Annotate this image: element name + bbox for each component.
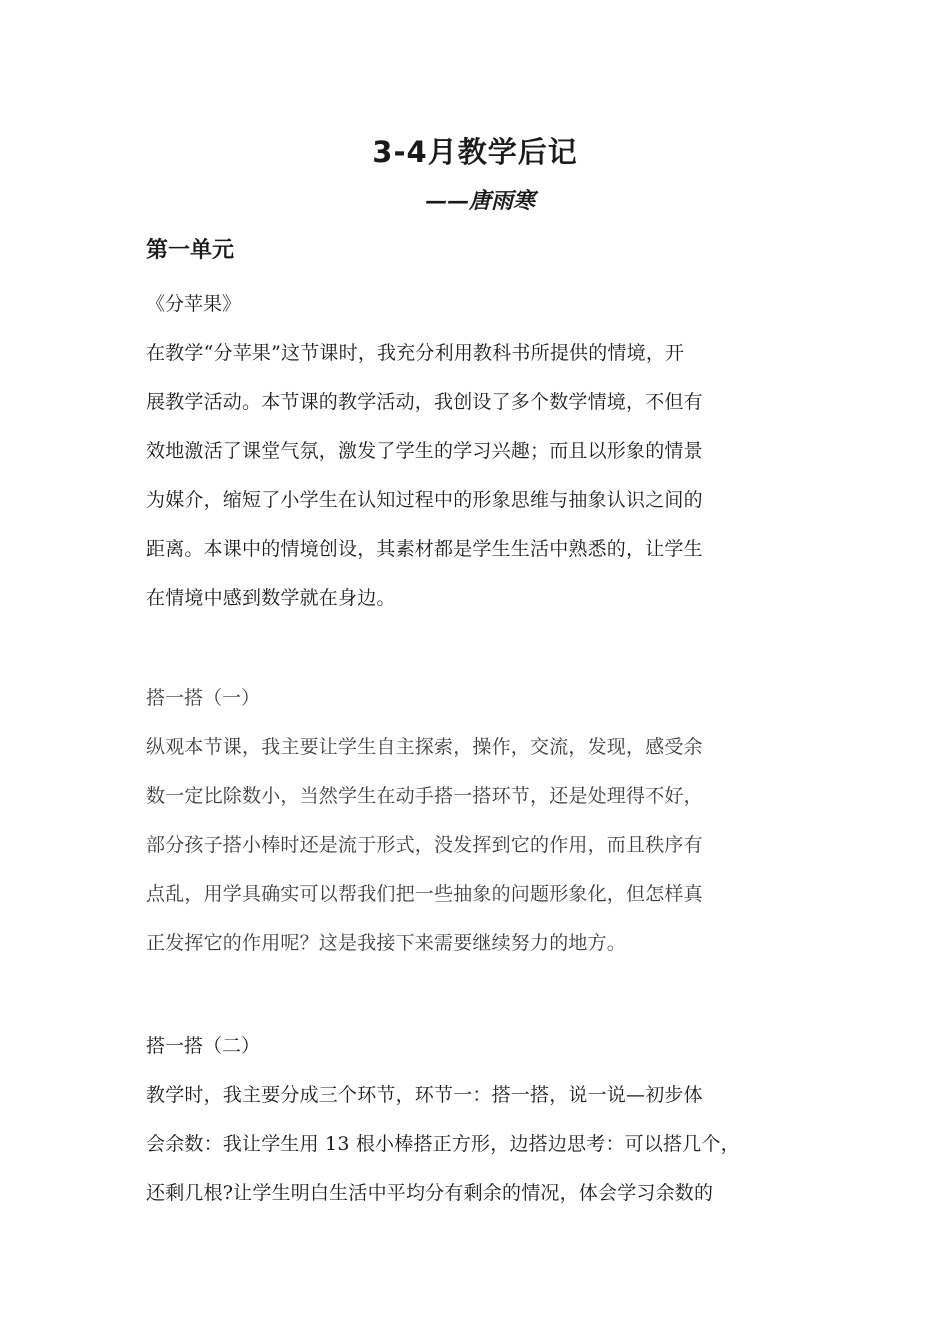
- lesson-section-dayida-1: [146, 674, 826, 968]
- paragraph-line: 距离。本课中的情境创设，其素材都是学生生活中熟悉的，让学生: [146, 538, 703, 560]
- paragraph-line: 部分孩子搭小棒时还是流于形式，没发挥到它的作用，而且秩序有: [146, 834, 703, 856]
- paragraph-line: 为媒介，缩短了小学生在认知过程中的形象思维与抽象认识之间的: [146, 489, 703, 511]
- lesson-title: 搭一搭（一）: [146, 687, 261, 709]
- lesson-title: 搭一搭（二）: [146, 1035, 261, 1057]
- lesson-section-dayida-2: [146, 1022, 826, 1218]
- paragraph-line: 在教学“分苹果”这节课时，我充分利用教科书所提供的情境，开: [146, 342, 685, 364]
- lesson-section-fen-pingguo: [146, 280, 826, 623]
- paragraph-line: 数一定比除数小，当然学生在动手搭一搭环节，还是处理得不好，: [146, 785, 703, 807]
- unit-heading: 第一单元: [146, 237, 235, 263]
- document-author: ——唐雨寒: [424, 188, 535, 214]
- lesson-title: 《分苹果》: [146, 293, 242, 315]
- paragraph-line: 展教学活动。本节课的教学活动，我创设了多个数学情境，不但有: [146, 391, 703, 413]
- paragraph-line: 在情境中感到数学就在身边。: [146, 587, 396, 609]
- paragraph-line: 点乱，用学具确实可以帮我们把一些抽象的问题形象化，但怎样真: [146, 883, 703, 905]
- paragraph-line: 还剩几根?让学生明白生活中平均分有剩余的情况，体会学习余数的: [146, 1182, 714, 1204]
- paragraph-line: 效地激活了课堂气氛，激发了学生的学习兴趣；而且以形象的情景: [146, 440, 703, 462]
- document-title: 3-4月教学后记: [372, 135, 578, 169]
- paragraph-line: 纵观本节课，我主要让学生自主探索，操作，交流，发现，感受余: [146, 736, 703, 758]
- paragraph-line: 教学时，我主要分成三个环节，环节一：搭一搭，说一说—初步体: [146, 1084, 703, 1106]
- paragraph-line: 会余数：我让学生用 13 根小棒搭正方形，边搭边思考：可以搭几个，: [146, 1133, 740, 1155]
- paragraph-line: 正发挥它的作用呢？这是我接下来需要继续努力的地方。: [146, 932, 627, 954]
